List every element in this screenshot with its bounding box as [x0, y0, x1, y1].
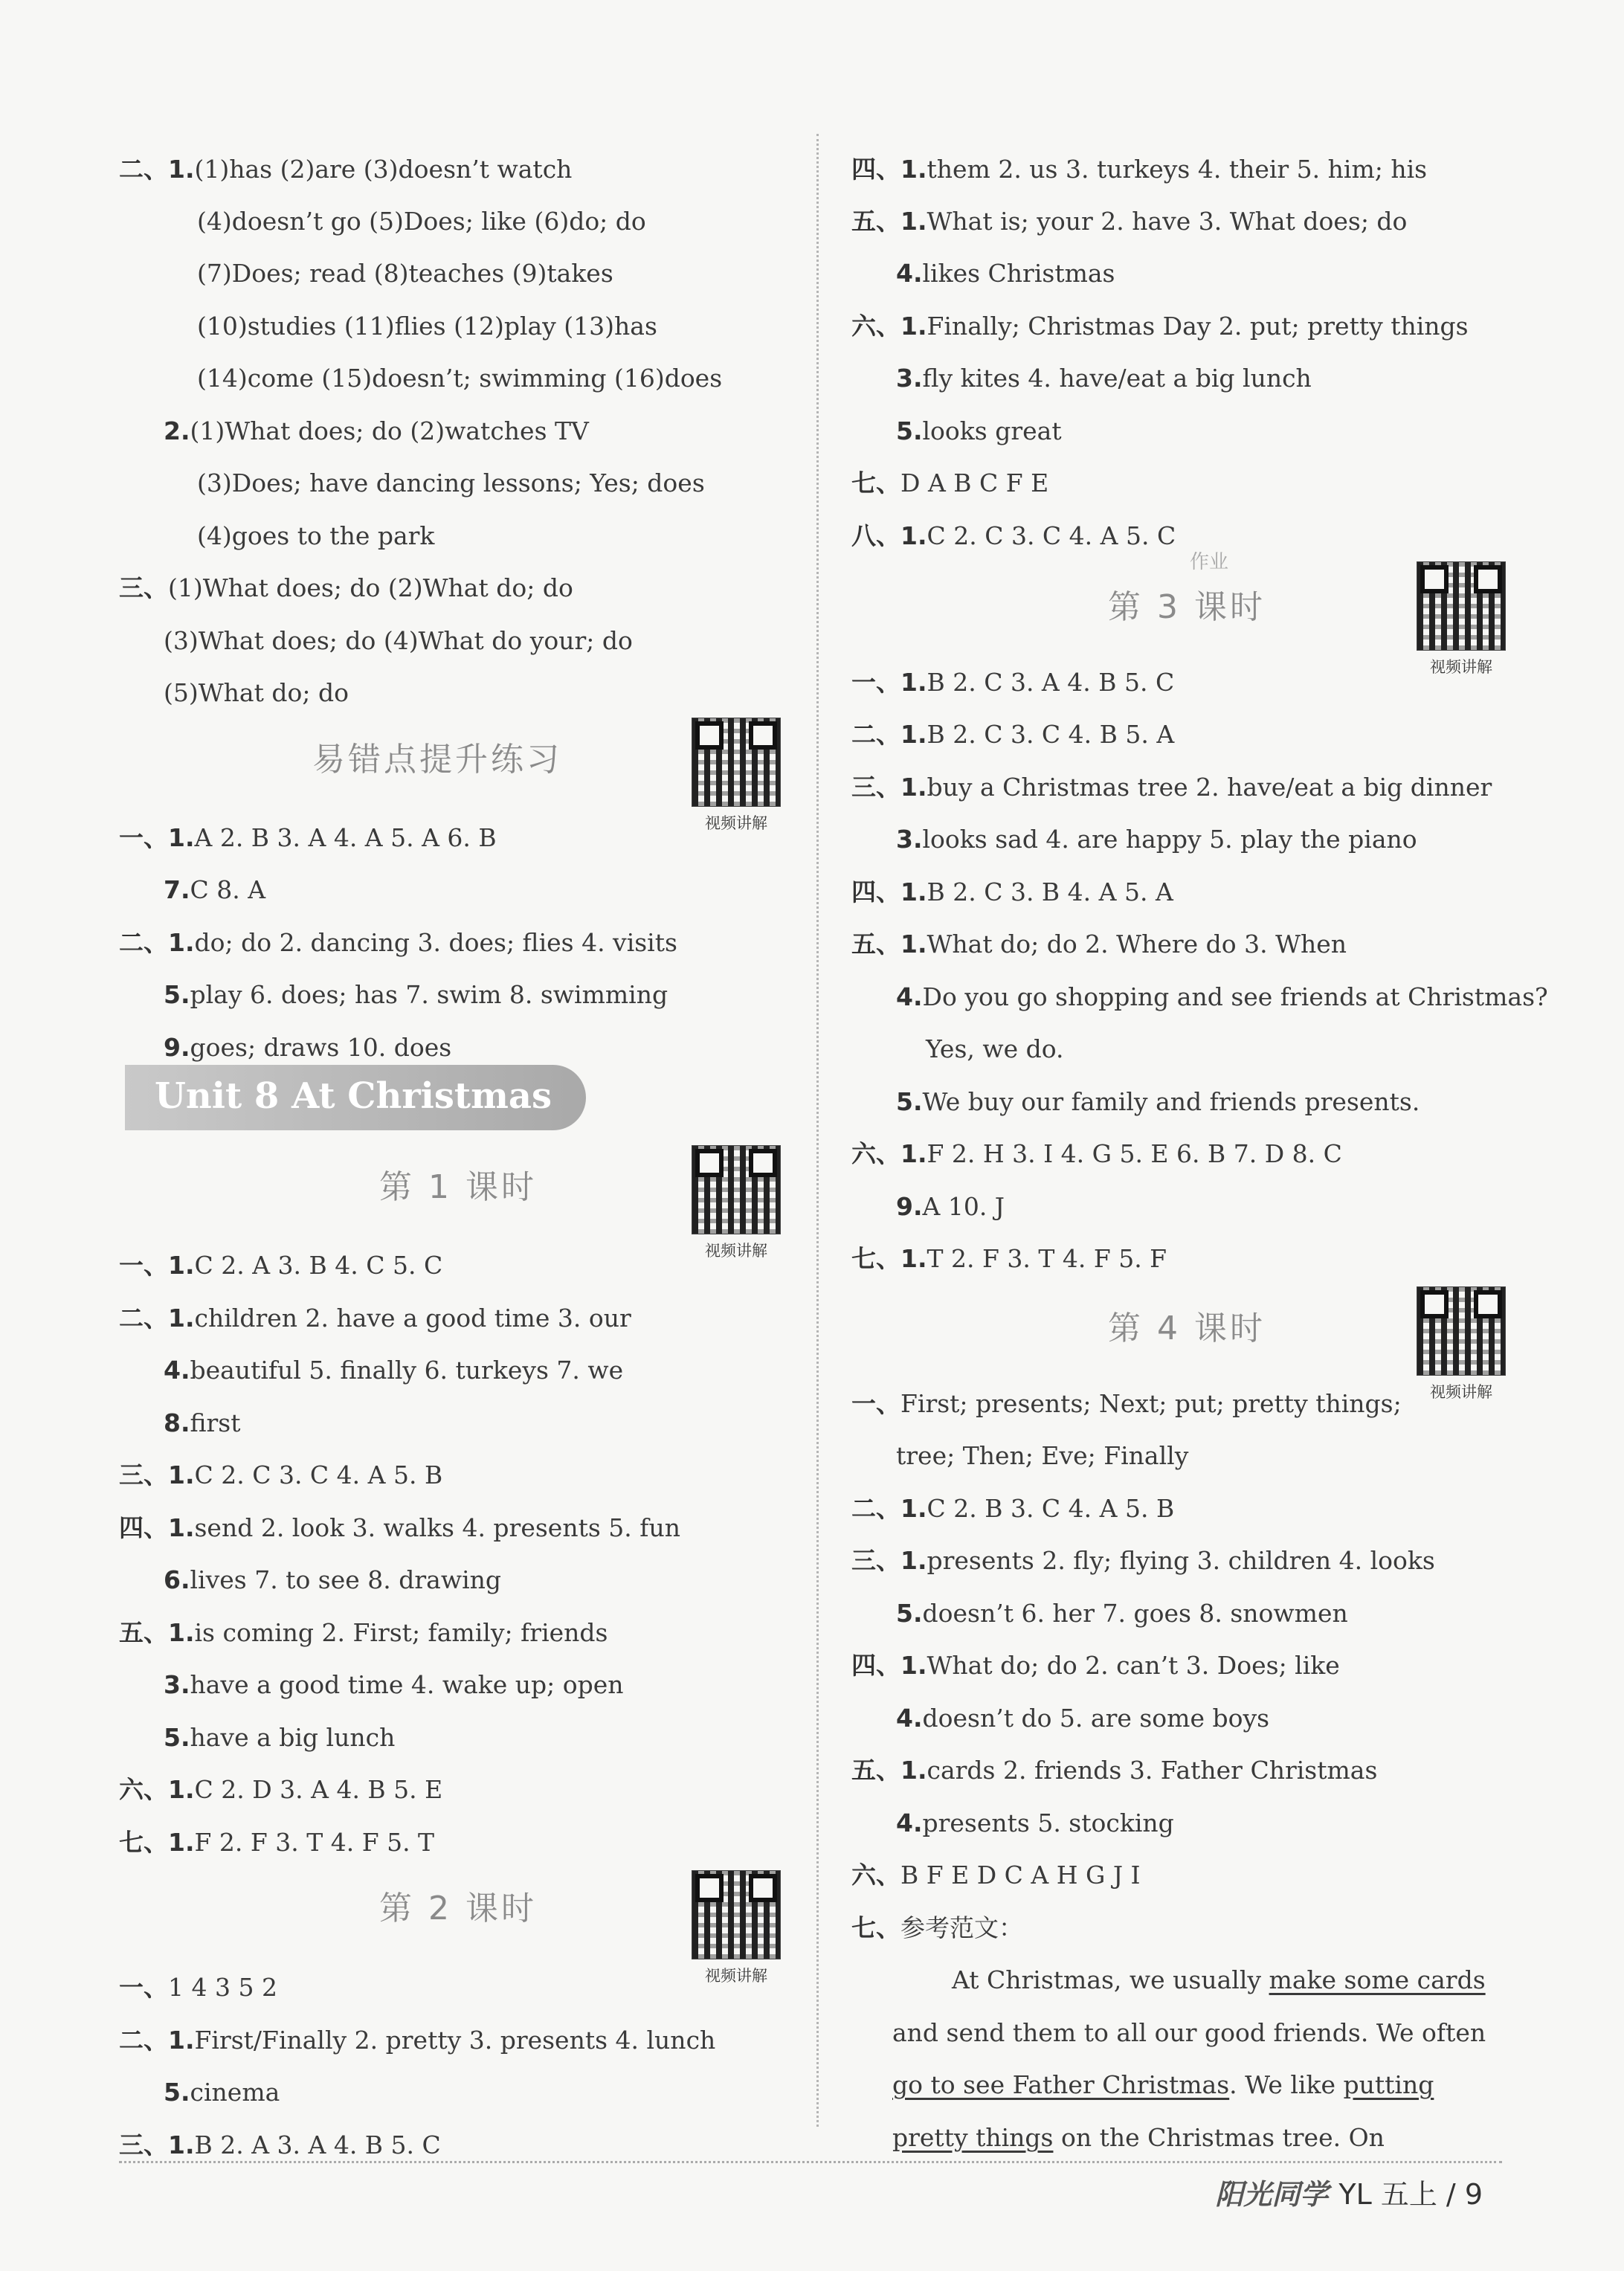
answer-text: them 2. us 3. turkeys 4. their 5. him; his [927, 155, 1428, 184]
question-number: 六、1. [119, 1775, 195, 1804]
essay-line-3: go to see Father Christmas. We like putting [892, 2070, 1434, 2099]
answer-text: A 2. B 3. A 4. A 5. A 6. B [194, 823, 497, 852]
answer-text: B 2. C 3. C 4. B 5. A [927, 720, 1175, 749]
question-number: 一、 [119, 1973, 168, 2002]
qr-code-practice[interactable] [692, 718, 781, 834]
answer-text: (1)What does; do (2)What do; do [168, 573, 573, 602]
answer-text: (7)Does; read (8)teaches (9)takes [197, 259, 613, 288]
answer-text: is coming 2. First; family; friends [194, 1618, 608, 1647]
essay-line-2: and send them to all our good friends. We often [892, 2018, 1486, 2047]
question-number: 4. [896, 1808, 923, 1837]
qr-code-lesson-2[interactable] [692, 1870, 781, 1986]
answer-text: fly kites 4. have/eat a big lunch [922, 364, 1312, 393]
answer-text: (1)What does; do (2)watches TV [190, 416, 589, 445]
answer-line [851, 876, 1173, 909]
answer-text: children 2. have a good time 3. our [194, 1304, 631, 1333]
question-number: 6. [164, 1565, 190, 1594]
question-number: 四、1. [119, 1513, 195, 1542]
question-number: 二、1. [119, 928, 195, 957]
answer-text: first [190, 1408, 241, 1437]
answer-text: F 2. H 3. I 4. G 5. E 6. B 7. D 8. C [927, 1139, 1342, 1168]
answer-line [896, 1597, 1348, 1630]
question-number: 二、1. [119, 155, 195, 184]
answer-text: F 2. F 3. T 4. F 5. T [194, 1828, 435, 1857]
answer-text: First/Finally 2. pretty 3. presents 4. lunch [194, 2026, 716, 2055]
answer-line [851, 666, 1174, 699]
question-number: 七、 [851, 468, 900, 497]
question-number: 二、1. [119, 1304, 195, 1333]
answer-text: What is; your 2. have 3. What does; do [927, 207, 1408, 236]
answer-text: B 2. C 3. B 4. A 5. A [927, 877, 1173, 906]
answer-line [851, 1138, 1342, 1170]
qr-code-icon [692, 718, 781, 807]
question-number: 七、1. [851, 1244, 927, 1273]
answer-line [896, 1191, 1005, 1223]
heading-lesson-4: 第 4 课时 [1108, 1310, 1266, 1347]
answer-line [851, 205, 1407, 238]
answer-line [197, 362, 722, 395]
question-number: 五、1. [851, 930, 927, 959]
answer-line [896, 823, 1417, 856]
answer-line [851, 1912, 1023, 1945]
answer-text: do; do 2. dancing 3. does; flies 4. visits [194, 928, 677, 957]
answer-text: send 2. look 3. walks 4. presents 5. fun [194, 1513, 680, 1542]
answer-text: Do you go shopping and see friends at Christmas? [922, 982, 1548, 1011]
qr-code-icon [1417, 561, 1506, 651]
question-number: 2. [164, 416, 190, 445]
answer-line [851, 520, 1176, 553]
answer-text: cinema [190, 2078, 280, 2107]
question-number: 4. [896, 982, 923, 1011]
answer-line [896, 1086, 1420, 1118]
question-number: 5. [896, 1599, 923, 1628]
qr-caption: 视频讲解 [705, 1242, 767, 1260]
answer-text: presents 2. fly; flying 3. children 4. looks [927, 1546, 1435, 1575]
answer-text: C 2. C 3. C 4. A 5. C [927, 521, 1176, 550]
answer-line [164, 625, 633, 657]
question-number: 二、1. [851, 720, 927, 749]
qr-caption: 视频讲解 [1430, 658, 1492, 676]
question-number: 三、1. [119, 1460, 195, 1489]
answer-text: lives 7. to see 8. drawing [190, 1565, 502, 1594]
answer-text: A 10. J [922, 1192, 1005, 1221]
answer-text: T 2. F 3. T 4. F 5. F [927, 1244, 1167, 1273]
answer-text: tree; Then; Eve; Finally [896, 1441, 1189, 1470]
question-number: 六、1. [851, 312, 927, 341]
unit-banner [125, 1065, 586, 1130]
answer-text: First; presents; Next; put; pretty things; [900, 1389, 1402, 1418]
publisher-logo: 阳光同学 [1215, 2178, 1329, 2211]
question-number: 七、1. [119, 1828, 195, 1857]
question-number: 5. [164, 1723, 190, 1752]
answer-text: (3)What does; do (4)What do your; do [164, 626, 633, 655]
answer-line [164, 1564, 501, 1597]
answer-text: (5)What do; do [164, 678, 349, 707]
answer-text: C 2. A 3. B 4. C 5. C [194, 1251, 443, 1280]
answer-line [119, 1826, 434, 1859]
qr-code-icon [692, 1145, 781, 1234]
answer-line [164, 2076, 280, 2109]
qr-caption: 视频讲解 [705, 1967, 767, 1985]
answer-line [164, 1669, 624, 1701]
answer-text: C 2. B 3. C 4. A 5. B [927, 1494, 1175, 1523]
answer-line [896, 981, 1548, 1014]
answer-text: likes Christmas [922, 259, 1115, 288]
answer-text: cards 2. friends 3. Father Christmas [927, 1756, 1378, 1785]
question-number: 7. [164, 875, 190, 904]
answer-text: (4)doesn’t go (5)Does; like (6)do; do [197, 207, 646, 236]
unit-title: Unit 8 At Christmas [155, 1075, 552, 1117]
question-number: 9. [164, 1033, 190, 1062]
answer-line [197, 467, 705, 500]
answer-line [197, 520, 434, 553]
qr-code-icon [1417, 1286, 1506, 1376]
answer-line [851, 1649, 1340, 1682]
answer-line [851, 1243, 1167, 1275]
answer-line [119, 822, 497, 854]
answer-line [197, 257, 613, 290]
question-number: 四、1. [851, 1651, 927, 1680]
answer-text: goes; draws 10. does [190, 1033, 452, 1062]
answer-line [164, 677, 349, 709]
question-number: 六、 [851, 1861, 900, 1890]
question-number: 八、1. [851, 521, 927, 550]
answer-text: doesn’t do 5. are some boys [922, 1704, 1270, 1733]
answer-line [119, 1249, 442, 1282]
answer-line [119, 927, 677, 959]
answer-line [851, 771, 1492, 804]
answer-line [197, 205, 646, 238]
question-number: 5. [164, 980, 190, 1009]
answer-text: B 2. C 3. A 4. B 5. C [927, 668, 1175, 697]
question-number: 五、1. [851, 1756, 927, 1785]
answer-text: C 2. C 3. C 4. A 5. B [194, 1460, 443, 1489]
question-number: 9. [896, 1192, 923, 1221]
answer-text: What do; do 2. can’t 3. Does; like [927, 1651, 1340, 1680]
answer-text: have a big lunch [190, 1723, 396, 1752]
answer-text: 1 4 3 5 2 [168, 1973, 277, 2002]
qr-caption: 视频讲解 [705, 814, 767, 832]
answer-line [119, 572, 573, 605]
question-number: 4. [896, 1704, 923, 1733]
question-number: 二、1. [119, 2026, 195, 2055]
answer-line [119, 153, 572, 186]
answer-text: B 2. A 3. A 4. B 5. C [194, 2130, 441, 2159]
answer-line [896, 1440, 1188, 1472]
answer-line [851, 1388, 1402, 1420]
answer-line [851, 467, 1048, 500]
answer-line [851, 1754, 1377, 1787]
answer-line [164, 1354, 623, 1387]
answer-line [851, 1492, 1174, 1525]
answer-line [119, 2129, 441, 2162]
question-number: 一、1. [119, 823, 195, 852]
question-number: 三、1. [119, 2130, 195, 2159]
answer-line [164, 979, 668, 1011]
question-number: 4. [896, 259, 923, 288]
answer-line [851, 310, 1469, 343]
answer-line [896, 1807, 1174, 1840]
answer-line [896, 1702, 1269, 1735]
answer-line [851, 1544, 1435, 1577]
question-number: 三、 [119, 573, 168, 602]
qr-caption: 视频讲解 [1430, 1383, 1492, 1401]
answer-line [851, 1859, 1141, 1892]
answer-line [119, 1459, 442, 1492]
footer-rule [119, 2161, 1502, 2163]
answer-line [164, 874, 265, 906]
question-number: 一、1. [119, 1251, 195, 1280]
answer-line [164, 1031, 451, 1064]
answer-text: have a good time 4. wake up; open [190, 1670, 624, 1699]
answer-text: Yes, we do. [926, 1034, 1064, 1063]
answer-line [119, 1617, 608, 1649]
answer-text: B F E D C A H G J I [900, 1861, 1141, 1890]
answer-line [119, 2024, 715, 2057]
question-number: 4. [164, 1356, 190, 1385]
qr-code-lesson-3[interactable] [1417, 561, 1506, 677]
answer-text: What do; do 2. Where do 3. When [927, 930, 1347, 959]
question-number: 5. [164, 2078, 190, 2107]
answer-line [197, 310, 657, 343]
answer-text: looks sad 4. are happy 5. play the piano [922, 825, 1417, 854]
answer-text: beautiful 5. finally 6. turkeys 7. we [190, 1356, 624, 1385]
answer-text: presents 5. stocking [922, 1808, 1174, 1837]
question-number: 五、1. [851, 207, 927, 236]
qr-code-lesson-1[interactable] [692, 1145, 781, 1261]
answer-text: looks great [922, 416, 1062, 445]
answer-text: (10)studies (11)flies (12)play (13)has [197, 312, 657, 341]
column-divider [816, 134, 819, 2127]
answer-line [119, 1971, 277, 2004]
question-number: 三、1. [851, 1546, 927, 1575]
heading-lesson-2: 第 2 课时 [379, 1890, 537, 1927]
question-number: 5. [896, 1087, 923, 1116]
answer-line [119, 1512, 680, 1544]
essay-line-1: At Christmas, we usually make some cards [952, 1965, 1486, 1994]
answer-text: (4)goes to the park [197, 521, 435, 550]
answer-text: buy a Christmas tree 2. have/eat a big dinner [927, 773, 1492, 802]
answer-text: 参考范文： [900, 1913, 1023, 1942]
question-number: 一、1. [851, 668, 927, 697]
answer-line [164, 415, 589, 448]
heading-practice: 易错点提升练习 [312, 741, 562, 779]
answer-line [119, 1302, 631, 1335]
answer-text: (3)Does; have dancing lessons; Yes; does [197, 468, 705, 497]
answer-line [896, 415, 1062, 448]
question-number: 四、1. [851, 155, 927, 184]
answer-text: doesn’t 6. her 7. goes 8. snowmen [922, 1599, 1348, 1628]
question-number: 3. [896, 825, 923, 854]
page-number: YL 五上 / 9 [1338, 2178, 1483, 2211]
question-number: 六、1. [851, 1139, 927, 1168]
answer-line [896, 362, 1312, 395]
question-number: 四、1. [851, 877, 927, 906]
qr-code-icon [692, 1870, 781, 1959]
answer-text: C 2. D 3. A 4. B 5. E [194, 1775, 443, 1804]
answer-text: We buy our family and friends presents. [922, 1087, 1420, 1116]
answer-line [119, 1774, 442, 1806]
answer-text: D A B C F E [900, 468, 1049, 497]
footer [1215, 2171, 1483, 2212]
question-number: 二、1. [851, 1494, 927, 1523]
answer-line [896, 257, 1115, 290]
answer-line [164, 1721, 395, 1754]
essay-line-4: pretty things on the Christmas tree. On [892, 2123, 1385, 2152]
question-number: 一、 [851, 1389, 900, 1418]
answer-line [926, 1033, 1064, 1066]
answer-text: (1)has (2)are (3)doesn’t watch [194, 155, 573, 184]
question-number: 8. [164, 1408, 190, 1437]
qr-code-lesson-4[interactable] [1417, 1286, 1506, 1402]
answer-line [164, 1407, 240, 1440]
question-number: 3. [164, 1670, 190, 1699]
heading-lesson-3: 第 3 课时 [1108, 588, 1266, 626]
question-number: 三、1. [851, 773, 927, 802]
answer-text: (14)come (15)doesn’t; swimming (16)does [197, 364, 723, 393]
question-number: 3. [896, 364, 923, 393]
question-number: 5. [896, 416, 923, 445]
answer-line [851, 928, 1347, 961]
question-number: 七、 [851, 1913, 900, 1942]
stamp-mark: 作业 [1190, 551, 1229, 573]
answer-text: play 6. does; has 7. swim 8. swimming [190, 980, 668, 1009]
answer-text: Finally; Christmas Day 2. put; pretty things [927, 312, 1469, 341]
answer-line [851, 153, 1427, 186]
question-number: 五、1. [119, 1618, 195, 1647]
answer-text: C 8. A [190, 875, 266, 904]
answer-line [851, 718, 1174, 751]
heading-lesson-1: 第 1 课时 [379, 1168, 537, 1206]
